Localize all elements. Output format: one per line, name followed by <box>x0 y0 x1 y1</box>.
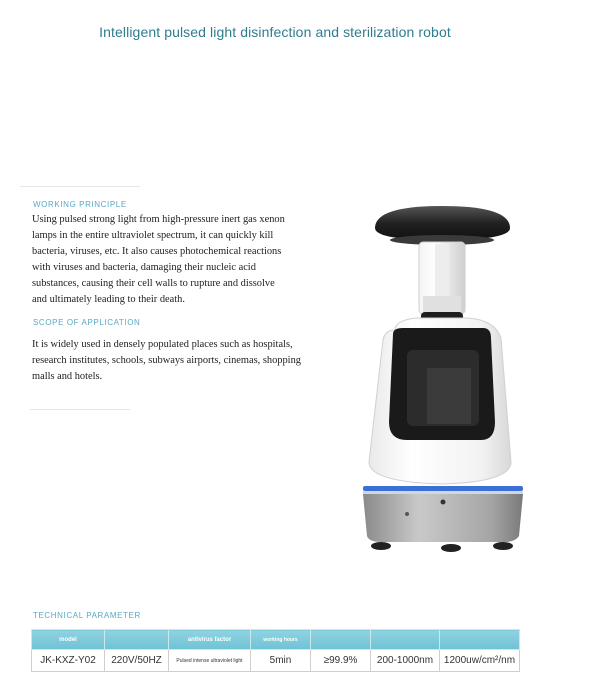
table-cell: Pulsed intense ultraviolet light <box>169 650 251 672</box>
text-line: malls and hotels. <box>32 371 103 382</box>
page-title: Intelligent pulsed light disinfection and sterilization robot <box>99 24 451 40</box>
text-line: It is widely used in densely populated places such as hospitals, <box>32 339 293 350</box>
table-cell: 5min <box>251 650 311 672</box>
table-header-cell <box>440 630 520 650</box>
table-cell: 200-1000nm <box>371 650 440 672</box>
text-line: research institutes, schools, subways airports, cinemas, shopping <box>32 355 301 366</box>
text-line: Using pulsed strong light from high-pressure inert gas xenon <box>32 214 285 225</box>
technical-parameter-table <box>31 629 520 672</box>
scope-heading: SCOPE OF APPLICATION <box>33 318 141 327</box>
table-row <box>32 650 520 672</box>
table-header-cell <box>371 630 440 650</box>
blue-accent-band <box>363 486 523 491</box>
text-line: with viruses and bacteria, damaging their nucleic acid <box>32 262 256 273</box>
lamp-cap <box>375 206 510 240</box>
divider-line <box>20 186 140 187</box>
table-header-cell: antivirus factor <box>169 630 251 650</box>
table-cell: JK-KXZ-Y02 <box>32 650 105 672</box>
text-line: lamps in the entire ultraviolet spectrum, it can quickly kill <box>32 230 274 241</box>
working-principle-text <box>32 212 352 308</box>
working-principle-heading: WORKING PRINCIPLE <box>33 200 127 209</box>
table-cell: 220V/50HZ <box>105 650 169 672</box>
technical-parameter-heading: TECHNICAL PARAMETER <box>33 611 141 620</box>
text-line: and ultimately leading to their death. <box>32 294 185 305</box>
table-header-cell <box>311 630 371 650</box>
table-header-cell <box>105 630 169 650</box>
table-cell: 1200uw/cm²/nm <box>440 650 520 672</box>
table-header-cell: working hours <box>251 630 311 650</box>
scope-text <box>32 337 362 385</box>
divider-line <box>30 409 130 410</box>
text-line: bacteria, viruses, etc. It also causes photochemical reactions <box>32 246 282 257</box>
table-header-row <box>32 630 520 650</box>
table-header-cell: model <box>32 630 105 650</box>
disinfection-robot-image <box>355 200 530 560</box>
table-cell: ≥99.9% <box>311 650 371 672</box>
text-line: substances, causing their cell walls to rupture and dissolve <box>32 278 275 289</box>
